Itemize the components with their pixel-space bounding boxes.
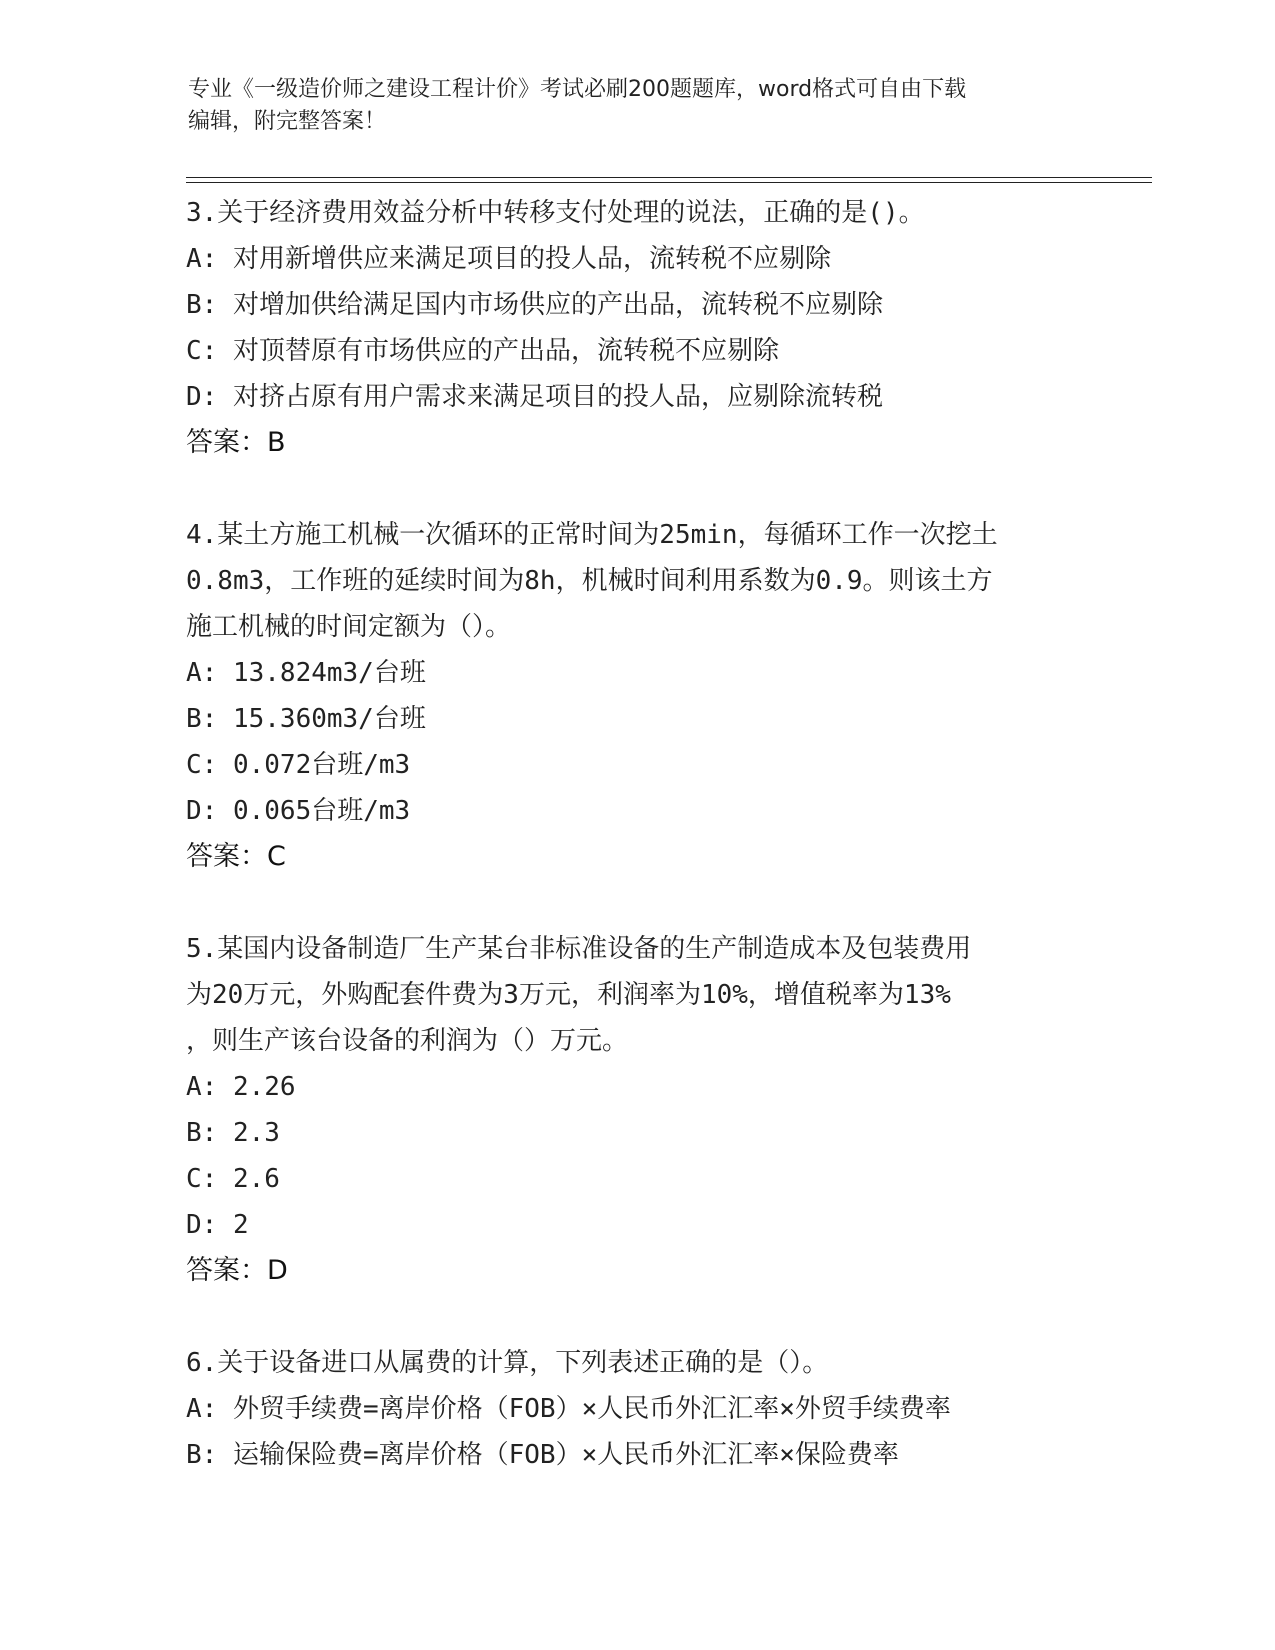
- question-text: 0.8m3，工作班的延续时间为8h，机械时间利用系数为0.9。则该土方: [186, 566, 993, 596]
- question-text: 3.关于经济费用效益分析中转移支付处理的说法，正确的是()。: [186, 198, 925, 228]
- answer-line: 答案：C: [186, 841, 286, 872]
- option-d: D: 对挤占原有用户需求来满足项目的投人品，应剔除流转税: [186, 382, 883, 412]
- option-c: C: 2.6: [186, 1164, 280, 1194]
- question-text: 施工机械的时间定额为（）。: [186, 612, 512, 642]
- option-b: B: 对增加供给满足国内市场供应的产出品，流转税不应剔除: [186, 290, 883, 320]
- question-block: [186, 926, 1106, 1294]
- option-c: C: 对顶替原有市场供应的产出品，流转税不应剔除: [186, 336, 779, 366]
- header-divider-bottom: [186, 182, 1152, 183]
- question-block: [186, 1340, 1106, 1478]
- header-divider-top: [186, 177, 1152, 178]
- header-line-2: 编辑，附完整答案！: [188, 109, 387, 134]
- question-text: 5.某国内设备制造厂生产某台非标准设备的生产制造成本及包装费用: [186, 934, 972, 964]
- option-b: B: 15.360m3/台班: [186, 704, 426, 734]
- answer-line: 答案：B: [186, 427, 286, 458]
- question-text: 4.某土方施工机械一次循环的正常时间为25min，每循环工作一次挖土: [186, 520, 998, 550]
- option-a: A: 外贸手续费=离岸价格（FOB）×人民币外汇汇率×外贸手续费率: [186, 1394, 951, 1424]
- spacer: [186, 466, 1106, 512]
- option-a: A: 对用新增供应来满足项目的投人品，流转税不应剔除: [186, 244, 831, 274]
- document-header: [188, 74, 1088, 138]
- question-block: [186, 190, 1106, 466]
- question-block: [186, 512, 1106, 880]
- question-text: 为20万元，外购配套件费为3万元，利润率为10%，增值税率为13%: [186, 980, 951, 1010]
- option-c: C: 0.072台班/m3: [186, 750, 411, 780]
- question-list: [186, 190, 1106, 1478]
- option-b: B: 2.3: [186, 1118, 280, 1148]
- question-text: 6.关于设备进口从属费的计算，下列表述正确的是（）。: [186, 1348, 829, 1378]
- header-line-1: 专业《一级造价师之建设工程计价》考试必刷200题题库，word格式可自由下载: [188, 77, 967, 102]
- option-a: A: 13.824m3/台班: [186, 658, 426, 688]
- option-d: D: 0.065台班/m3: [186, 796, 411, 826]
- option-d: D: 2: [186, 1210, 249, 1240]
- question-text: ，则生产该台设备的利润为（）万元。: [186, 1026, 629, 1056]
- answer-line: 答案：D: [186, 1255, 288, 1286]
- spacer: [186, 1294, 1106, 1340]
- spacer: [186, 880, 1106, 926]
- option-b: B: 运输保险费=离岸价格（FOB）×人民币外汇汇率×保险费率: [186, 1440, 899, 1470]
- option-a: A: 2.26: [186, 1072, 296, 1102]
